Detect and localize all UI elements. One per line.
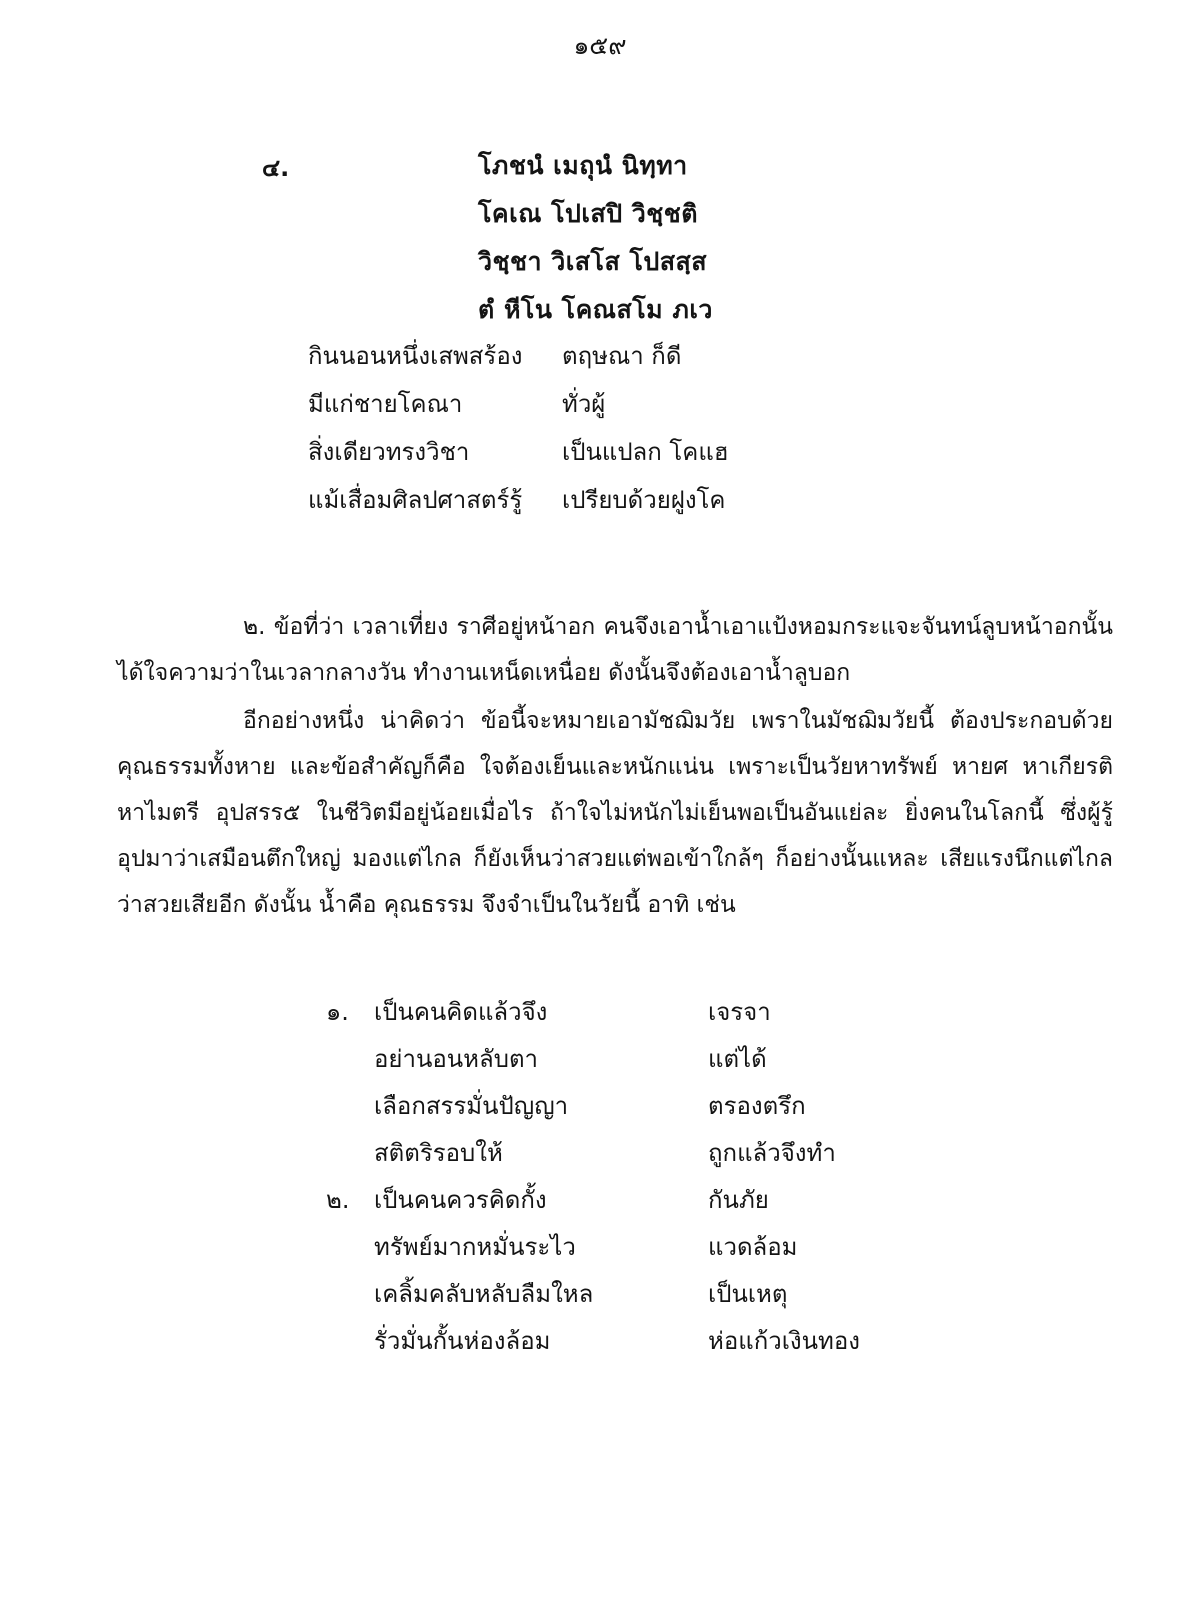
verse-row: [326, 1274, 860, 1321]
verse-right: เป็นเหตุ: [708, 1280, 788, 1308]
thai-verse-translation: [308, 336, 728, 528]
verse-row: [326, 1227, 860, 1274]
verse-number: [326, 1274, 374, 1321]
verse-right: แวดล้อม: [708, 1233, 798, 1261]
verse-number: [326, 1321, 374, 1368]
verse-right: เปรียบด้วยฝูงโค: [562, 486, 726, 514]
pali-line: ตํ หีโน โคณสโม ภเว: [478, 295, 713, 324]
stanza-number: ๔.: [262, 154, 290, 182]
paragraph-text: อีกอย่างหนึ่ง น่าคิดว่า ข้อนี้จะหมายเอามัชฌิมวัย เพราในมัชฌิมวัยนี้ ต้องประกอบด้วยคุณธรรมทั้งหาย และข้อสำคัญก็คือ ใจต้องเย็นและหนักแน่น เพราะเป็นวัยหาทรัพย์ หายศ หาเกียรติ หาไมตรี อุปสรร๕ ในชีวิตมีอยู่น้อยเมื่อไร ถ้าใจไม่หนักไม่เย็นพอเป็นอันแย่ละ ยิ่งคนในโลกนี้ ซึ่งผู้รู้อุปมาว่าเสมือนตึกใหญ่ มองแต่ไกล ก็ยังเห็นว่าสวยแต่พอเข้าใกล้ๆ ก็อย่างนั้นแหละ เสียแรงนึกแต่ไกลว่าสวยเสียอีก ดังนั้น น้ำคือ คุณธรรม จึงจำเป็นในวัยนี้ อาทิ เช่น: [117, 708, 1114, 918]
pali-line: โคเณ โปเสปิ วิชฺชติ: [478, 199, 698, 228]
verse-left: เลือกสรรมั่นปัญญา: [374, 1092, 569, 1120]
paragraph-text: ๒. ข้อที่ว่า เวลาเที่ยง ราศีอยู่หน้าอก คนจึงเอาน้ำเอาแป้งหอมกระแจะจันทน์ลูบหน้าอกนั้น ได้ใจความว่าในเวลากลางวัน ทำงานเหน็ดเหนื่อย ดังนั้นจึงต้องเอาน้ำลูบอก: [117, 614, 1113, 686]
paragraph-2: [117, 698, 1113, 928]
verse-number: [326, 1227, 374, 1274]
verse-row: [326, 1133, 860, 1180]
verse-right: ห่อแก้วเงินทอง: [708, 1327, 860, 1355]
numbered-verse: [326, 992, 860, 1368]
verse-row: [308, 384, 728, 432]
verse-right: ทั่วผู้: [562, 390, 606, 418]
verse-left: มีแก่ชายโคณา: [308, 390, 463, 418]
verse-row: [326, 1086, 860, 1133]
pali-verse: [478, 146, 808, 338]
pali-line: โภชนํ เมถุนํ นิทฺทา: [478, 151, 688, 180]
verse-row: [308, 480, 728, 528]
verse-number: ๒.: [326, 1186, 350, 1214]
verse-row: [326, 1180, 860, 1227]
verse-row: [308, 432, 728, 480]
verse-number: [326, 1039, 374, 1086]
verse-right: เป็นแปลก โคแฮ: [562, 438, 729, 466]
page-number: ๑๕๙: [573, 31, 627, 60]
verse-left: เคลิ้มคลับหลับลืมใหล: [374, 1280, 594, 1308]
verse-right: กันภัย: [708, 1186, 769, 1214]
verse-right: ถูกแล้วจึงทำ: [708, 1139, 836, 1167]
verse-left: แม้เสื่อมศิลปศาสตร์รู้: [308, 486, 523, 514]
verse-row: [326, 1321, 860, 1368]
verse-left: รั่วมั่นกั้นห่องล้อม: [374, 1327, 551, 1355]
verse-number: [326, 1133, 374, 1180]
verse-row: [326, 992, 860, 1039]
verse-right: ตฤษณา ก็ดี: [562, 342, 682, 370]
verse-number: ๑.: [326, 998, 349, 1026]
verse-right: ตรองตรึก: [708, 1092, 806, 1120]
verse-left: สติตริรอบให้: [374, 1139, 503, 1167]
verse-row: [326, 1039, 860, 1086]
verse-left: อย่านอนหลับตา: [374, 1045, 539, 1073]
verse-left: เป็นคนคิดแล้วจึง: [374, 998, 548, 1026]
paragraph-1: [117, 604, 1113, 696]
verse-left: เป็นคนควรคิดกั้ง: [374, 1186, 547, 1214]
verse-left: กินนอนหนึ่งเสพสร้อง: [308, 342, 523, 370]
pali-line: วิชฺชา วิเสโส โปสสฺส: [478, 247, 708, 276]
verse-left: ทรัพย์มากหมั่นระไว: [374, 1233, 576, 1261]
verse-left: สิ่งเดียวทรงวิชา: [308, 438, 470, 466]
verse-number: [326, 1086, 374, 1133]
verse-right: เจรจา: [708, 998, 771, 1026]
verse-right: แต่ได้: [708, 1045, 767, 1073]
verse-row: [308, 336, 728, 384]
